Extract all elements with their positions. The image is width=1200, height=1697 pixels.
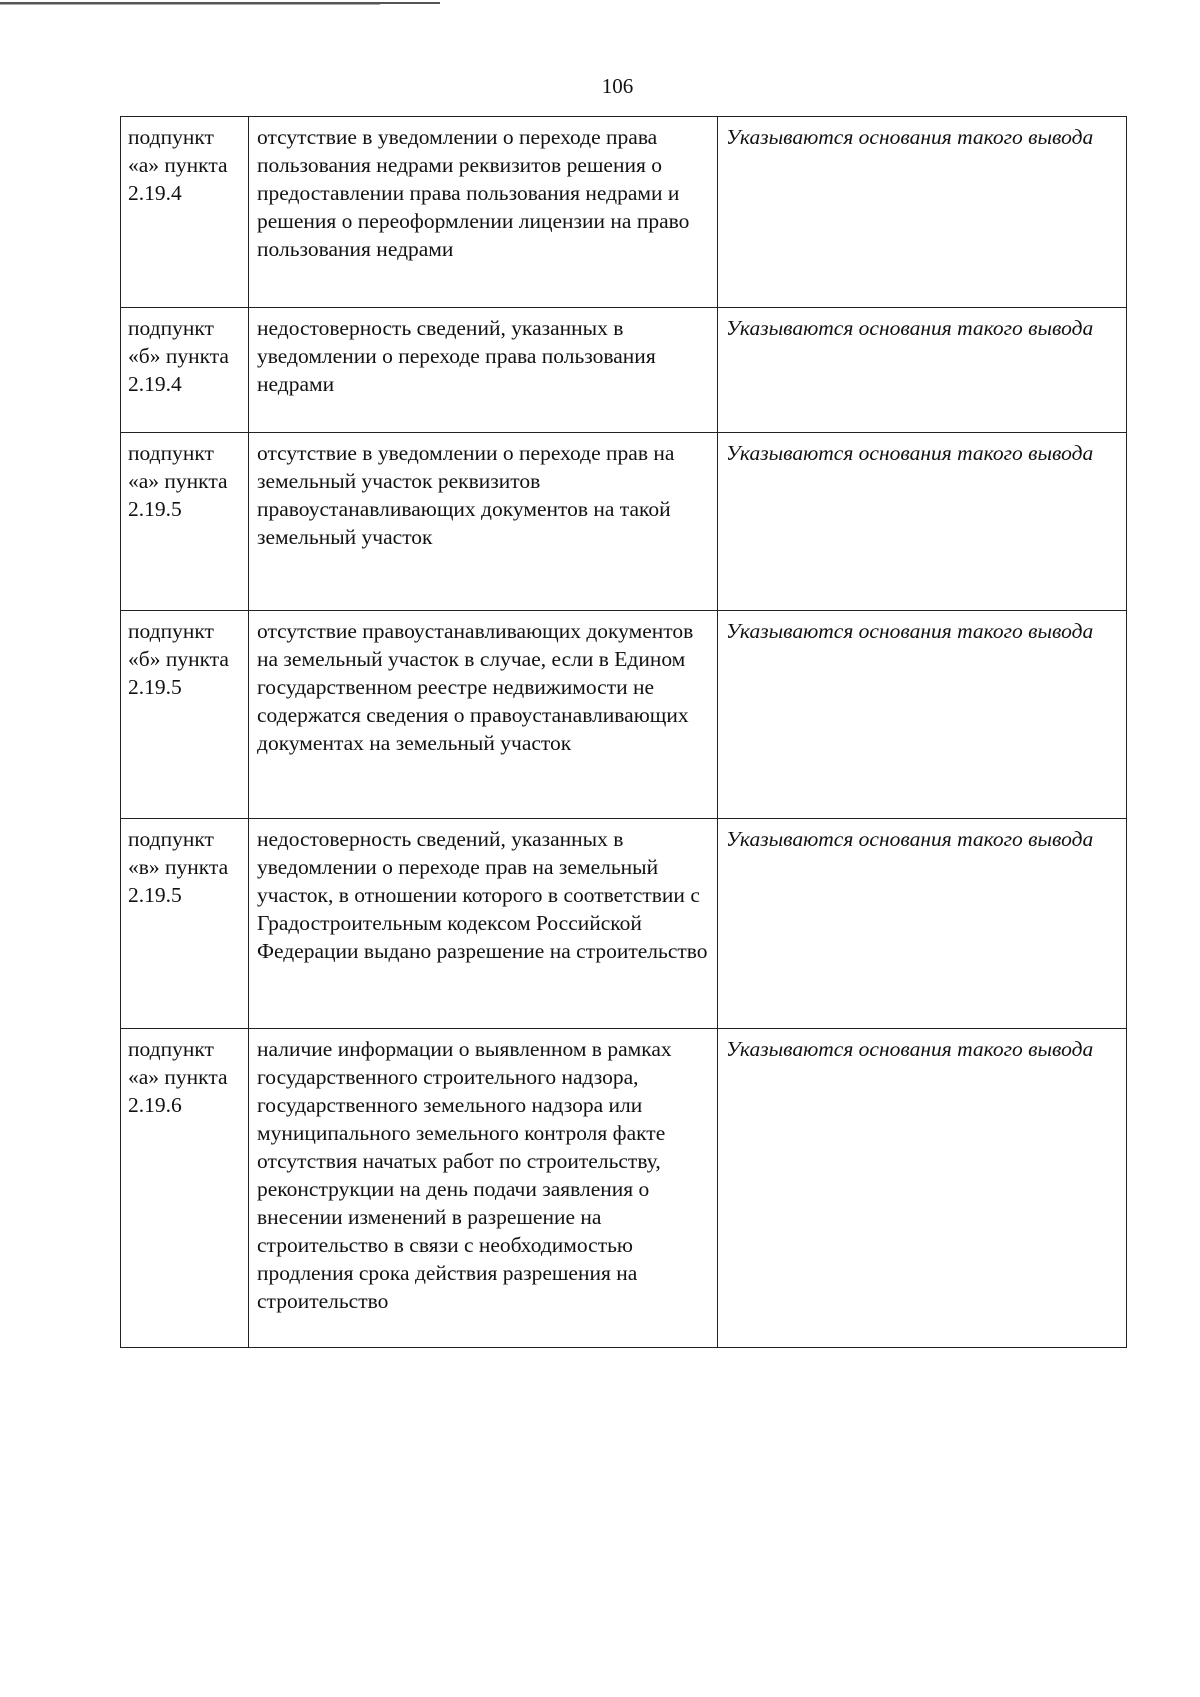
clause-line: «б» пункта bbox=[128, 344, 229, 368]
table-row bbox=[121, 117, 1127, 308]
page-number: 106 bbox=[601, 74, 634, 98]
clause-line: 2.19.4 bbox=[128, 181, 182, 205]
clause-line: подпункт bbox=[128, 125, 214, 149]
table-row bbox=[121, 308, 1127, 433]
clause-line: подпункт bbox=[128, 619, 214, 643]
clause-line: 2.19.4 bbox=[128, 372, 182, 396]
refusal-reason: недостоверность сведений, указанных в уведомлении о переходе прав на земельный участок, в отношении которого в соответствии с Градостроительным кодексом Российской Федерации выдано разрешение на строительство bbox=[249, 819, 718, 1029]
clause-line: «б» пункта bbox=[128, 647, 229, 671]
clause-line: 2.19.6 bbox=[128, 1093, 182, 1117]
clause-line: подпункт bbox=[128, 1037, 214, 1061]
clause-reference bbox=[121, 819, 249, 1029]
table-row bbox=[121, 611, 1127, 819]
grounds-note: Указываются основания такого вывода bbox=[718, 819, 1127, 1029]
clause-reference bbox=[121, 433, 249, 611]
refusal-reason: недостоверность сведений, указанных в уведомлении о переходе права пользования недрами bbox=[249, 308, 718, 433]
grounds-table bbox=[120, 116, 1127, 1348]
refusal-reason: отсутствие правоустанавливающих документов на земельный участок в случае, если в Едином государственном реестре недвижимости не содержатся сведения о правоустанавливающих документах на земельный участок bbox=[249, 611, 718, 819]
clause-line: 2.19.5 bbox=[128, 883, 182, 907]
clause-line: 2.19.5 bbox=[128, 497, 182, 521]
grounds-note: Указываются основания такого вывода bbox=[718, 308, 1127, 433]
refusal-reason: отсутствие в уведомлении о переходе права пользования недрами реквизитов решения о предоставлении права пользования недрами и решения о переоформлении лицензии на право пользования недрами bbox=[249, 117, 718, 308]
clause-line: подпункт bbox=[128, 827, 214, 851]
grounds-note: Указываются основания такого вывода bbox=[718, 433, 1127, 611]
clause-reference bbox=[121, 117, 249, 308]
clause-line: «в» пункта bbox=[128, 855, 229, 879]
clause-reference bbox=[121, 611, 249, 819]
grounds-note: Указываются основания такого вывода bbox=[718, 611, 1127, 819]
clause-reference bbox=[121, 308, 249, 433]
grounds-note: Указываются основания такого вывода bbox=[718, 1029, 1127, 1348]
clause-line: «а» пункта bbox=[128, 1065, 228, 1089]
clause-reference bbox=[121, 1029, 249, 1348]
clause-line: 2.19.5 bbox=[128, 675, 182, 699]
clause-line: «а» пункта bbox=[128, 153, 228, 177]
clause-line: подпункт bbox=[128, 441, 214, 465]
scan-edge-line-faint bbox=[0, 4, 380, 5]
grounds-note: Указываются основания такого вывода bbox=[718, 117, 1127, 308]
clause-line: подпункт bbox=[128, 316, 214, 340]
clause-line: «а» пункта bbox=[128, 469, 228, 493]
refusal-reason: наличие информации о выявленном в рамках государственного строительного надзора, государственного земельного надзора или муниципального земельного контроля факте отсутствия начатых работ по строительству, реконструкции на день подачи заявления о внесении изменений в разрешение на строительство в связи с необходимостью продления срока действия разрешения на строительство bbox=[249, 1029, 718, 1348]
table-row bbox=[121, 1029, 1127, 1348]
refusal-reason: отсутствие в уведомлении о переходе прав на земельный участок реквизитов правоустанавливающих документов на такой земельный участок bbox=[249, 433, 718, 611]
table-row bbox=[121, 819, 1127, 1029]
table-row bbox=[121, 433, 1127, 611]
